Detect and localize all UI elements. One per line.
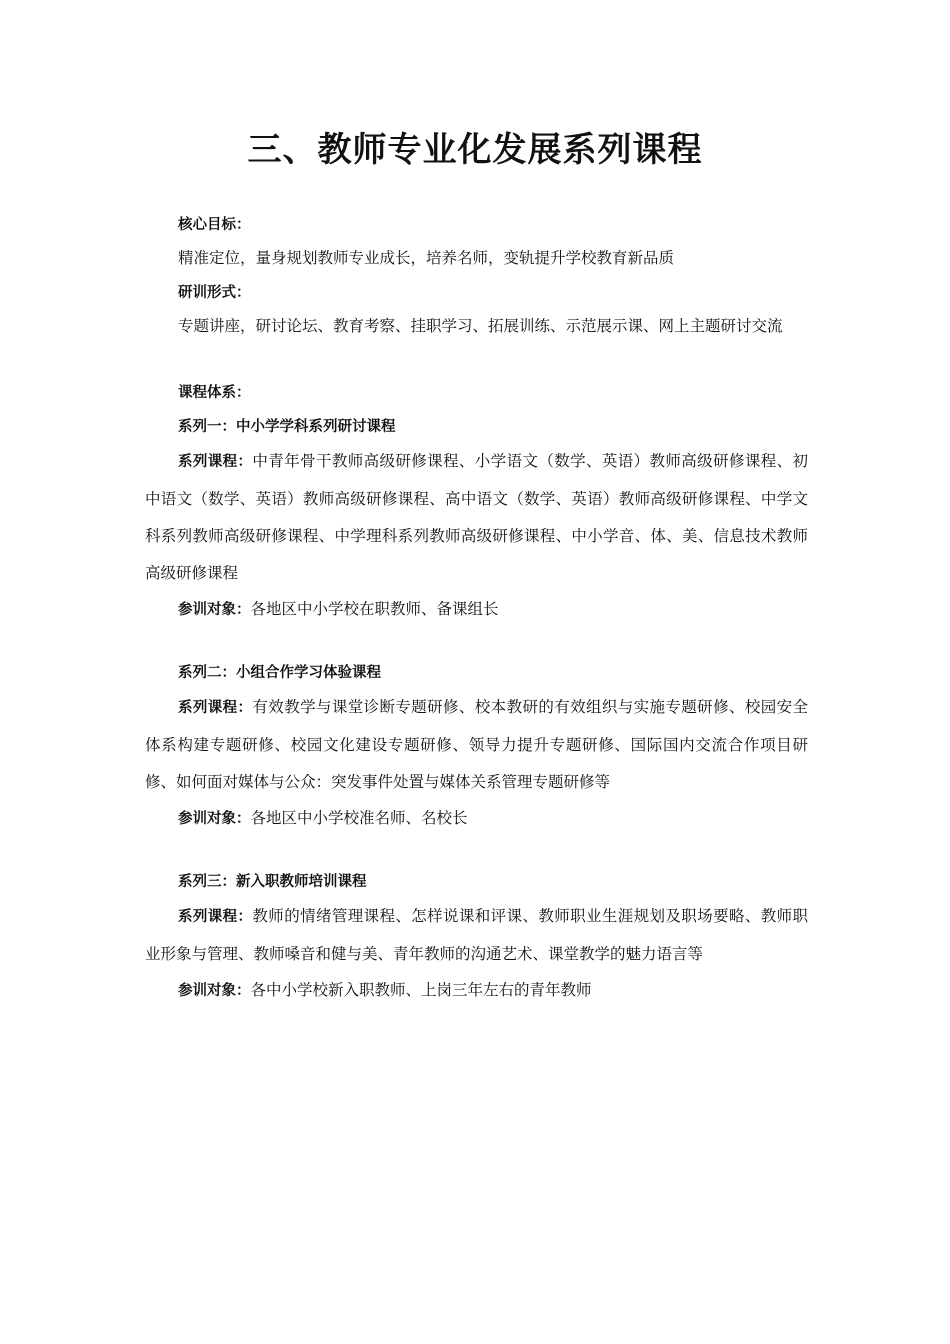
- spacer: [145, 626, 808, 655]
- series-audience-1: [145, 592, 808, 626]
- series-title: 系列三：新入职教师培训课程: [178, 874, 367, 890]
- series-courses-1: [145, 443, 808, 592]
- core-goal-label: 核心目标：: [178, 217, 251, 233]
- series-heading-1: [145, 409, 808, 443]
- core-goal-text: 精准定位，量身规划教师专业成长，培养名师，变轨提升学校教育新品质: [178, 249, 675, 267]
- series-audience-2: [145, 801, 808, 835]
- core-goal-label-line: [145, 207, 808, 241]
- series-courses-text: 教师的情绪管理课程、怎样说课和评课、教师职业生涯规划及职场要略、教师职业形象与管理、教师嗓音和健与美、青年教师的沟通艺术、课堂教学的魅力语言等: [145, 907, 808, 963]
- curriculum-label-line: [145, 375, 808, 409]
- series-audience-text: 各中小学校新入职教师、上岗三年左右的青年教师: [250, 981, 592, 999]
- series-title: 系列二：小组合作学习体验课程: [178, 665, 381, 681]
- series-audience-label: 参训对象：: [178, 983, 251, 999]
- series-audience-3: [145, 973, 808, 1007]
- curriculum-label: 课程体系：: [178, 385, 251, 401]
- training-format-label: 研训形式：: [178, 285, 251, 301]
- series-courses-text: 有效教学与课堂诊断专题研修、校本教研的有效组织与实施专题研修、校园安全体系构建专题研修、校园文化建设专题研修、领导力提升专题研修、国际国内交流合作项目研修、如何面对媒体与公众：突发事件处置与媒体关系管理专题研修等: [145, 698, 808, 791]
- page-title: 三、教师专业化发展系列课程: [247, 130, 703, 170]
- document-body: [145, 207, 808, 1007]
- series-courses-2: [145, 689, 808, 801]
- training-format-text: 专题讲座，研讨论坛、教育考察、挂职学习、拓展训练、示范展示课、网上主题研讨交流: [178, 317, 783, 335]
- spacer: [145, 343, 808, 375]
- series-heading-3: [145, 864, 808, 898]
- series-title: 系列一：中小学学科系列研讨课程: [178, 419, 396, 435]
- series-courses-label: 系列课程：: [178, 454, 253, 470]
- training-format-label-line: [145, 275, 808, 309]
- series-courses-label: 系列课程：: [178, 909, 253, 925]
- series-courses-text: 中青年骨干教师高级研修课程、小学语文（数学、英语）教师高级研修课程、初中语文（数学、英语）教师高级研修课程、高中语文（数学、英语）教师高级研修课程、中学文科系列教师高级研修课程、中学理科系列教师高级研修课程、中小学音、体、美、信息技术教师高级研修课程: [145, 452, 808, 582]
- series-audience-label: 参训对象：: [178, 602, 251, 618]
- series-courses-label: 系列课程：: [178, 700, 253, 716]
- spacer: [145, 835, 808, 864]
- series-courses-3: [145, 898, 808, 973]
- series-audience-label: 参训对象：: [178, 811, 251, 827]
- series-heading-2: [145, 655, 808, 689]
- series-audience-text: 各地区中小学校准名师、名校长: [250, 809, 468, 827]
- series-audience-text: 各地区中小学校在职教师、备课组长: [250, 600, 499, 618]
